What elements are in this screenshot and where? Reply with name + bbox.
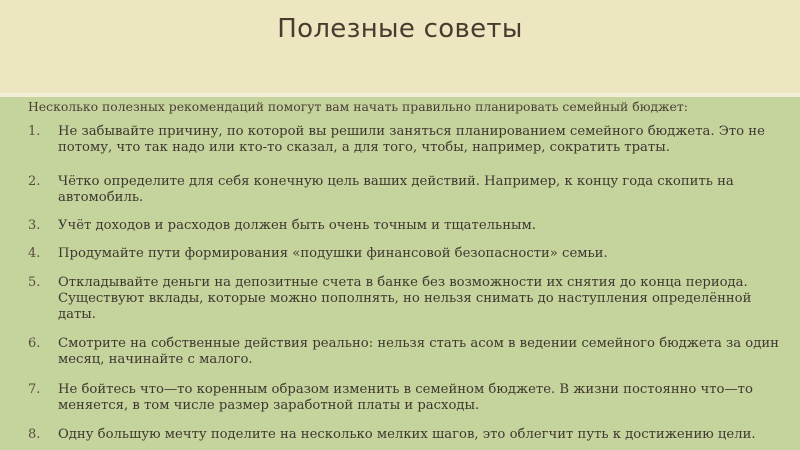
list-item-number: 7. [28, 382, 41, 397]
list-item-text: Не забывайте причину, по которой вы решили заняться планированием семейного бюджета. Это не потому, что так надо или кто-то сказал, а для того, чтобы, например, сократить траты. [58, 124, 765, 155]
intro-text: Несколько полезных рекомендаций помогут вам начать правильно планировать семейный бюджет: [28, 99, 688, 114]
list-item-number: 1. [28, 124, 41, 139]
list-item-number: 5. [28, 275, 41, 290]
list-item-number: 2. [28, 174, 41, 189]
list-item-text: Чётко определите для себя конечную цель ваших действий. Например, к концу года скопить на автомобиль. [58, 174, 734, 205]
list-item-number: 6. [28, 336, 41, 351]
list-item-text: Смотрите на собственные действия реально: нельзя стать асом в ведении семейного бюджета за один месяц, начинайте с малого. [58, 336, 779, 367]
list-item-text: Откладывайте деньги на депозитные счета в банке без возможности их снятия до конца периода. Существуют вклады, которые можно пополнять, но нельзя снимать до наступления определённой даты. [58, 275, 752, 322]
list-item-text: Продумайте пути формирования «подушки финансовой безопасности» семьи. [58, 246, 608, 261]
list-item-number: 3. [28, 218, 41, 233]
list-item-number: 4. [28, 246, 41, 261]
slide-title: Полезные советы [277, 14, 523, 44]
list-item-number: 8. [28, 427, 41, 442]
list-item-text: Учёт доходов и расходов должен быть очень точным и тщательным. [58, 218, 536, 233]
list-item-text: Не бойтесь что—то коренным образом изменить в семейном бюджете. В жизни постоянно что—то меняется, в том числе размер заработной платы и расходы. [58, 382, 753, 413]
list-item-text: Одну большую мечту поделите на несколько мелких шагов, это облегчит путь к достижению цели. [58, 427, 756, 442]
